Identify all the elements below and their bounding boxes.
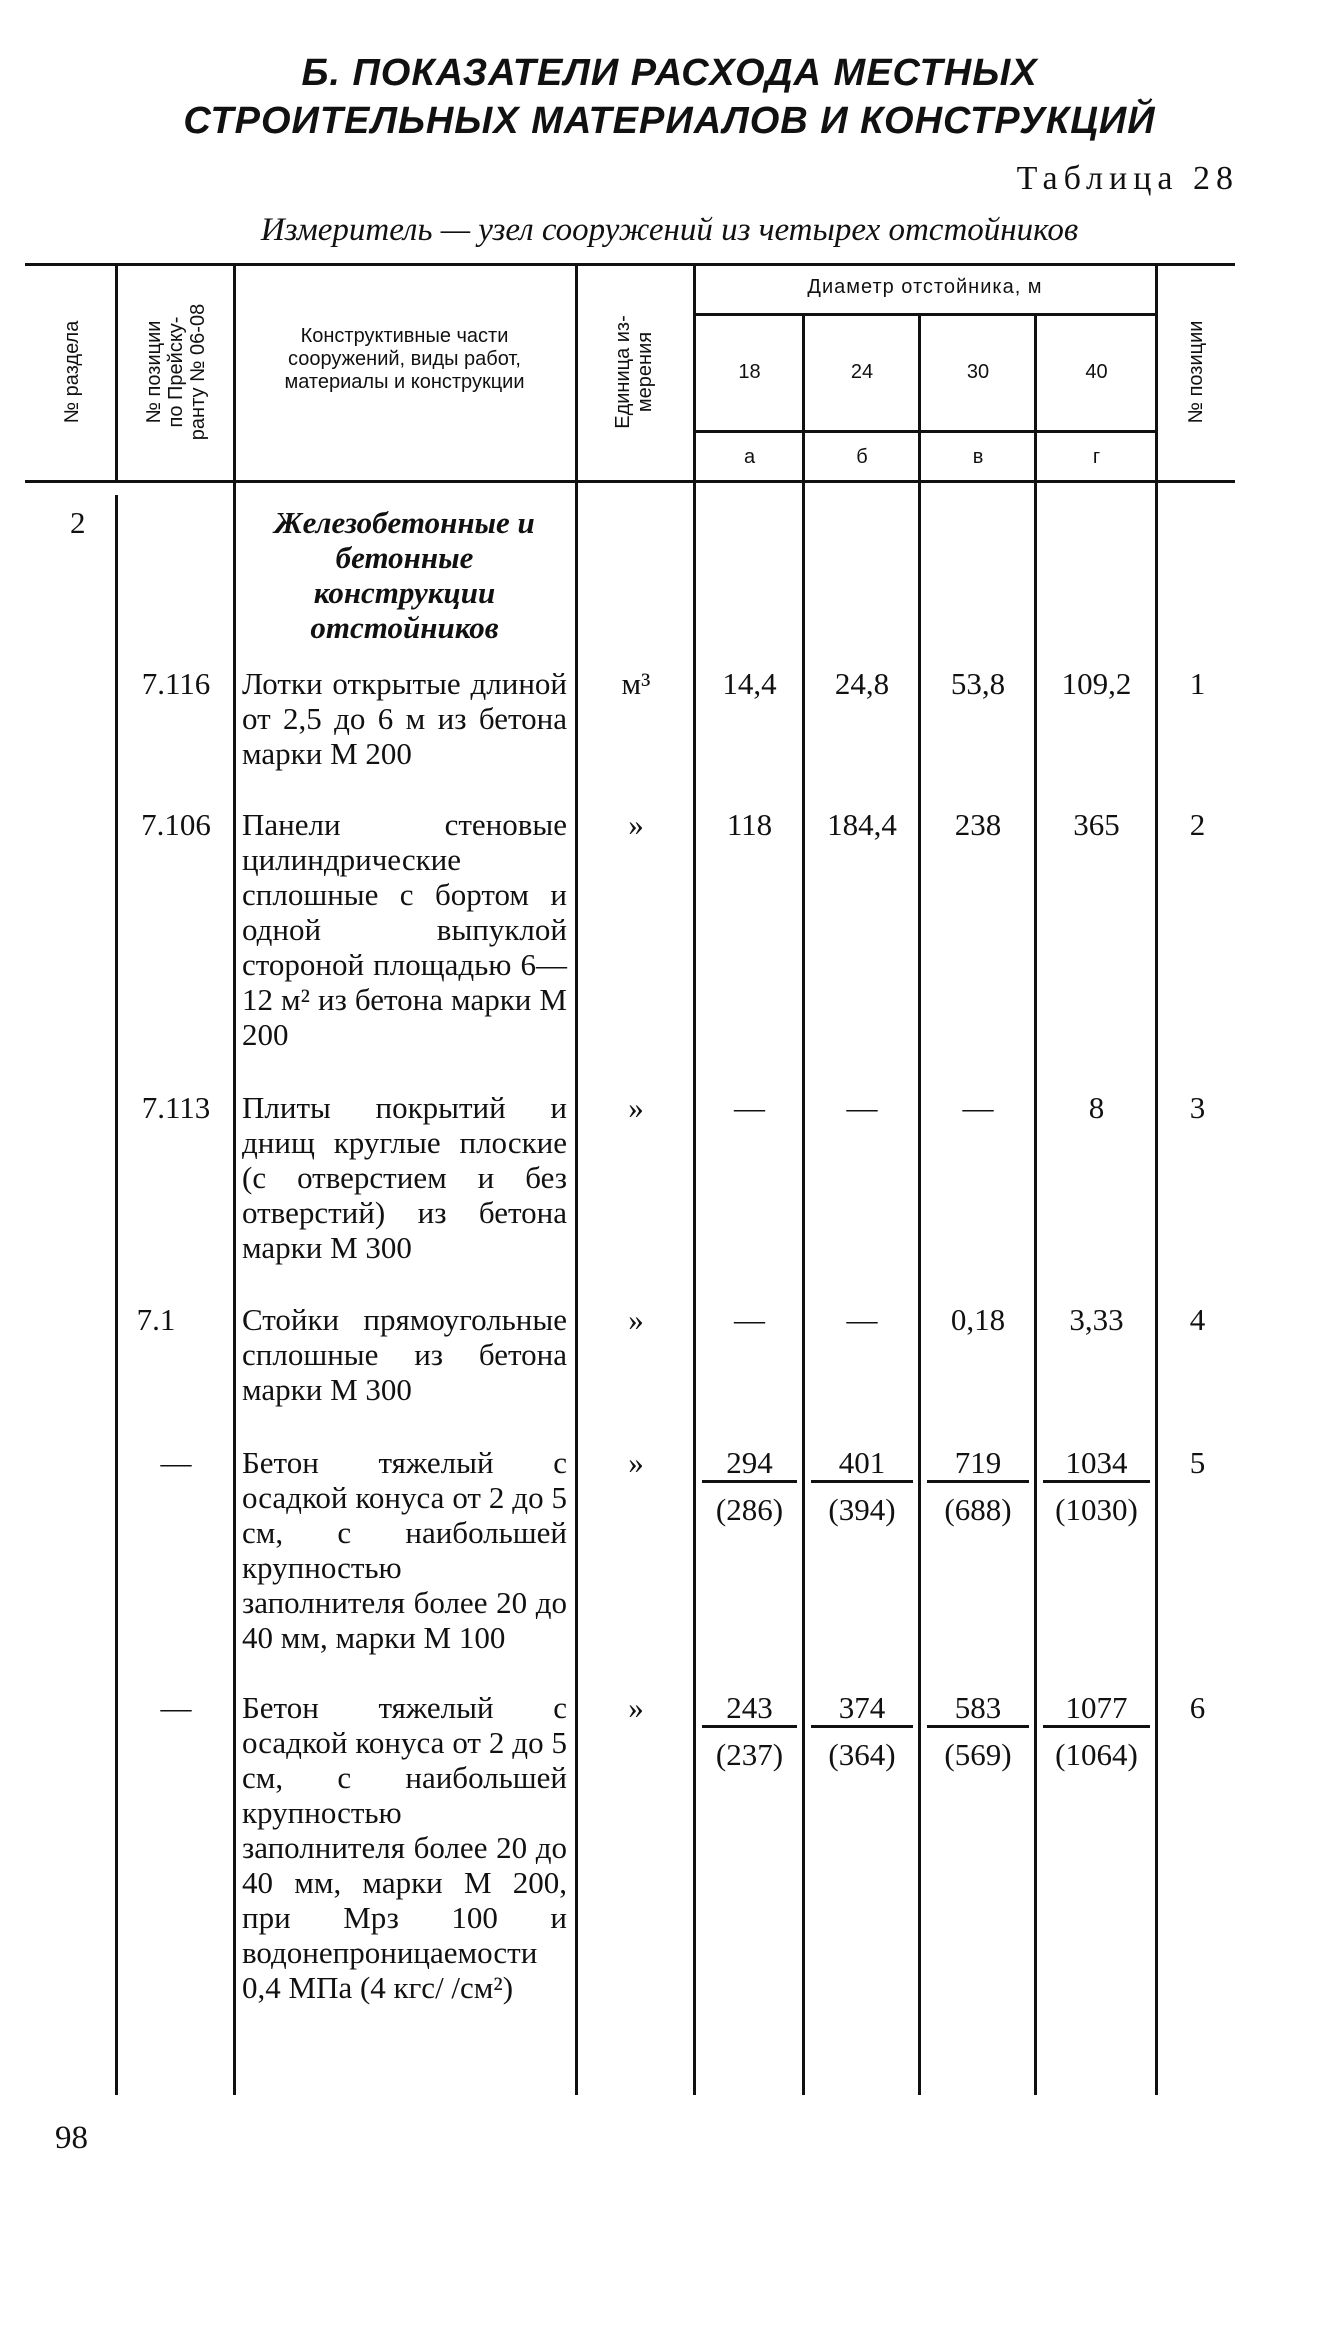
row6-description: Бетон тяжелый с осадкой конуса от 2 до 5 см, с наибольшей крупностью заполнителя более 20 до 40 мм, марки М 200, при Мрз 100 и водонепроницаемости 0,4 МПа (4 кгс/ /см²)	[242, 1690, 567, 2005]
header-section-no: № раздела	[61, 320, 83, 424]
header-unit: Единица из- мерения	[612, 315, 656, 429]
page-number: 98	[55, 2120, 88, 2156]
row3-position: 3	[1189, 1090, 1206, 1125]
row3-value-a: —	[734, 1090, 765, 1125]
table-top-rule	[25, 263, 1235, 266]
row6-position: 6	[1189, 1690, 1206, 1725]
row2-value-g: 365	[1073, 807, 1120, 842]
row3-unit: »	[628, 1090, 644, 1125]
row5-value-a: 294	[702, 1445, 797, 1483]
row5-value-g: 1034	[1043, 1445, 1150, 1483]
row2-price-position: 7.106	[141, 807, 211, 842]
header-row-position: № позиции	[1185, 320, 1207, 424]
row6-value-g: 1077	[1043, 1690, 1150, 1728]
row1-value-v: 53,8	[950, 666, 1006, 701]
row4-value-a: —	[734, 1302, 765, 1337]
row4-value-g: 3,33	[1069, 1302, 1124, 1337]
header-diameter-18: 18	[738, 361, 761, 383]
row6-value-a: 243	[702, 1690, 797, 1728]
row6-value-v: 583	[927, 1690, 1029, 1728]
row1-description: Лотки открытые длиной от 2,5 до 6 м из бетона марки М 200	[242, 666, 567, 771]
row6-price-position: —	[160, 1690, 192, 1725]
header-bottom-rule	[25, 480, 1235, 483]
header-diameter-24: 24	[850, 361, 874, 383]
header-diameter-40: 40	[1085, 361, 1108, 383]
diameter-title-rule	[695, 313, 1155, 316]
section-heading: Железобетонные и бетонные конструкции отстойников	[274, 505, 535, 645]
row6-unit: »	[628, 1690, 644, 1725]
col-divider-2	[233, 263, 236, 2095]
header-letter-a: а	[743, 446, 756, 468]
row5-value-b: 401	[811, 1445, 913, 1483]
row6-value-v-paren: (569)	[944, 1737, 1012, 1772]
measure-caption: Измеритель — узел сооружений из четырех отстойников	[260, 212, 1079, 248]
row1-price-position: 7.116	[141, 666, 211, 701]
row6-value-g-paren: (1064)	[1055, 1737, 1138, 1772]
row6-value-a-paren: (237)	[715, 1737, 784, 1772]
row3-value-v: —	[962, 1090, 994, 1125]
col-divider-1	[115, 495, 118, 2095]
row3-value-b: —	[846, 1090, 878, 1125]
col-divider-7	[1034, 313, 1037, 2095]
row5-description: Бетон тяжелый с осадкой конуса от 2 до 5 см, с наибольшей крупностью заполнителя более 20 до 40 мм, марки М 100	[242, 1445, 567, 1655]
header-letter-b: б	[856, 446, 868, 468]
row2-value-a: 118	[726, 807, 773, 842]
row5-position: 5	[1189, 1445, 1206, 1480]
col-divider-6	[918, 313, 921, 2095]
header-description: Конструктивные части сооружений, виды работ, материалы и конструкции	[284, 325, 525, 393]
row1-value-g: 109,2	[1061, 666, 1132, 701]
header-diameter-title: Диаметр отстойника, м	[807, 276, 1043, 298]
table-number: Таблица 28	[1016, 160, 1239, 197]
row4-value-v: 0,18	[950, 1302, 1006, 1337]
row5-unit: »	[628, 1445, 644, 1480]
row5-value-a-paren: (286)	[715, 1492, 784, 1527]
letters-rule	[695, 430, 1155, 433]
row1-value-b: 24,8	[834, 666, 890, 701]
row1-position: 1	[1189, 666, 1206, 701]
header-diameter-30: 30	[966, 361, 990, 383]
row2-value-b: 184,4	[827, 807, 897, 842]
row4-value-b: —	[846, 1302, 878, 1337]
row4-position: 4	[1189, 1302, 1206, 1337]
col-divider-1-header	[115, 263, 118, 480]
col-divider-5	[802, 313, 805, 2095]
row5-value-v: 719	[927, 1445, 1029, 1483]
row6-value-b-paren: (364)	[828, 1737, 896, 1772]
row1-unit: м³	[621, 666, 651, 701]
section-number: 2	[70, 505, 86, 540]
section-title-line2: СТРОИТЕЛЬНЫХ МАТЕРИАЛОВ И КОНСТРУКЦИЙ	[183, 100, 1156, 142]
row5-value-v-paren: (688)	[944, 1492, 1012, 1527]
row2-description: Панели стеновые цилиндрические сплошные с бортом и одной выпуклой стороной площадью 6—12 м² из бетона марки М 200	[242, 807, 567, 1052]
row3-value-g: 8	[1088, 1090, 1105, 1125]
row4-price-position: 7.1	[136, 1302, 176, 1337]
row3-description: Плиты покрытий и днищ круглые плоские (с отверстием и без отверстий) из бетона марки М 300	[242, 1090, 567, 1265]
row2-unit: »	[628, 807, 644, 842]
col-divider-3	[575, 263, 578, 2095]
col-divider-8	[1155, 263, 1158, 2095]
header-letter-v: в	[972, 446, 984, 468]
col-divider-4	[693, 263, 696, 2095]
section-title-line1: Б. ПОКАЗАТЕЛИ РАСХОДА МЕСТНЫХ	[301, 52, 1038, 94]
header-letter-g: г	[1092, 446, 1101, 468]
row4-unit: »	[628, 1302, 644, 1337]
row6-value-b: 374	[811, 1690, 913, 1728]
row5-price-position: —	[160, 1445, 192, 1480]
row3-price-position: 7.113	[141, 1090, 211, 1125]
row2-value-v: 238	[954, 807, 1002, 842]
row5-value-b-paren: (394)	[828, 1492, 896, 1527]
row4-description: Стойки прямоугольные сплошные из бетона марки М 300	[242, 1302, 567, 1407]
row1-value-a: 14,4	[722, 666, 777, 701]
row5-value-g-paren: (1030)	[1055, 1492, 1138, 1527]
row2-position: 2	[1189, 807, 1206, 842]
header-price-position: № позиции по Прейску- ранту № 06-08	[143, 303, 209, 441]
